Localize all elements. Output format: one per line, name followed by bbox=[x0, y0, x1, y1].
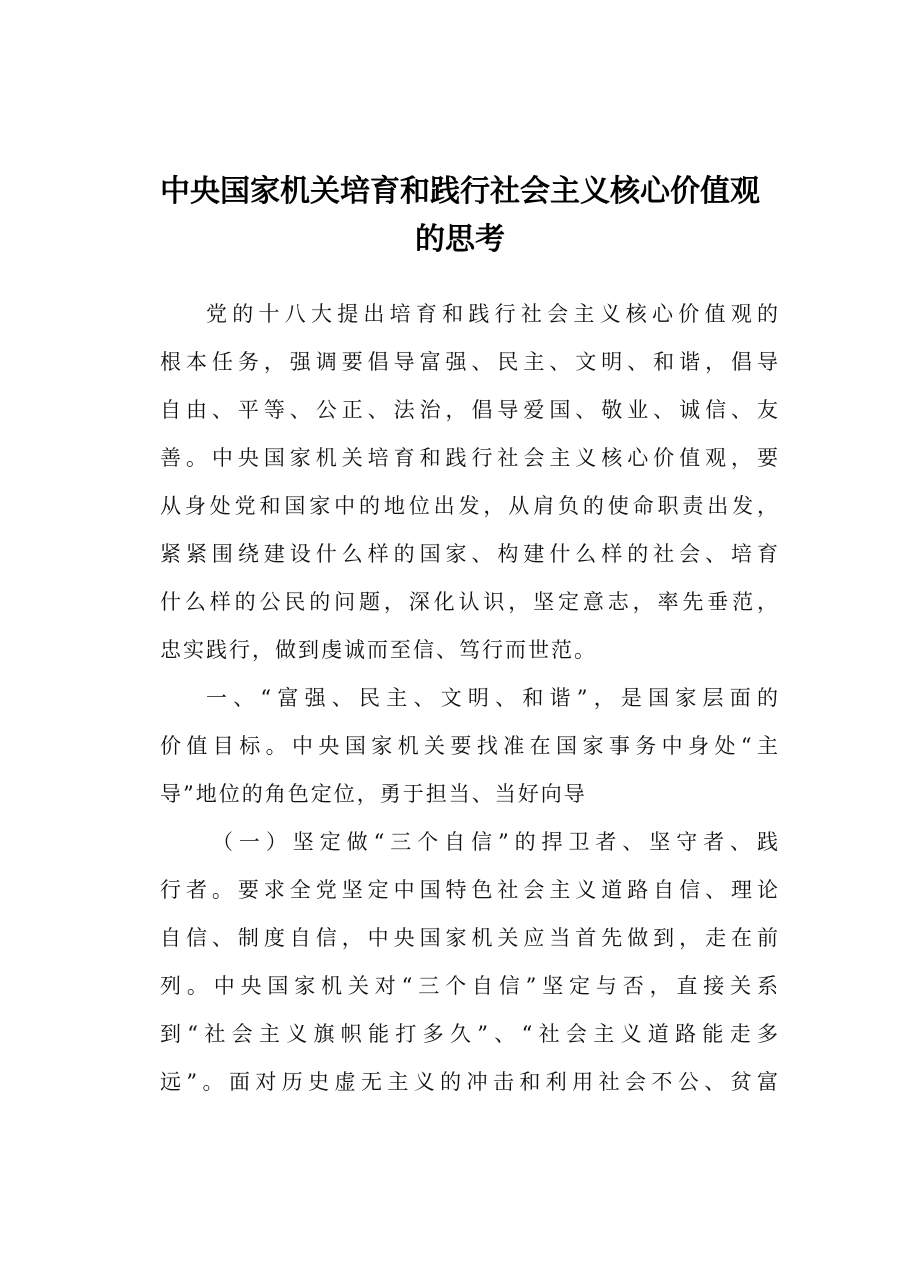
paragraph-2 bbox=[160, 684, 780, 828]
paragraph-line: 自信、制度自信，中央国家机关应当首先做到，走在前 bbox=[160, 926, 780, 950]
paragraph-line: 行者。要求全党坚定中国特色社会主义道路自信、理论 bbox=[160, 878, 780, 902]
paragraph-line: 列。中央国家机关对“三个自信”坚定与否，直接关系 bbox=[160, 974, 780, 998]
paragraph-line: 远”。面对历史虚无主义的冲击和利用社会不公、贫富 bbox=[160, 1070, 780, 1094]
paragraph-3 bbox=[160, 828, 780, 1116]
paragraph-line: 紧紧围绕建设什么样的国家、构建什么样的社会、培育 bbox=[160, 542, 780, 566]
paragraph-line: （一）坚定做“三个自信”的捍卫者、坚守者、践 bbox=[212, 830, 780, 854]
paragraph-line: 价值目标。中央国家机关要找准在国家事务中身处“主 bbox=[160, 734, 780, 758]
paragraph-line: 到“社会主义旗帜能打多久”、“社会主义道路能走多 bbox=[160, 1022, 780, 1046]
document-body bbox=[160, 300, 780, 1116]
paragraph-1 bbox=[160, 300, 780, 684]
paragraph-line: 从身处党和国家中的地位出发，从肩负的使命职责出发， bbox=[160, 494, 780, 518]
paragraph-line: 自由、平等、公正、法治，倡导爱国、敬业、诚信、友 bbox=[160, 398, 780, 422]
paragraph-line: 党的十八大提出培育和践行社会主义核心价值观的 bbox=[206, 302, 780, 326]
paragraph-line: 根本任务，强调要倡导富强、民主、文明、和谐，倡导 bbox=[160, 350, 780, 374]
paragraph-line: 什么样的公民的问题，深化认识，坚定意志，率先垂范， bbox=[160, 590, 780, 614]
document-title-line-2: 的思考 bbox=[415, 222, 505, 257]
paragraph-line: 忠实践行，做到虔诚而至信、笃行而世范。 bbox=[160, 638, 597, 662]
paragraph-line: 一、“富强、民主、文明、和谐”，是国家层面的 bbox=[206, 686, 780, 710]
paragraph-line: 善。中央国家机关培育和践行社会主义核心价值观，要 bbox=[160, 446, 780, 470]
document-title-line-1: 中央国家机关培育和践行社会主义核心价值观 bbox=[160, 174, 760, 209]
paragraph-line: 导”地位的角色定位，勇于担当、当好向导 bbox=[160, 782, 587, 806]
